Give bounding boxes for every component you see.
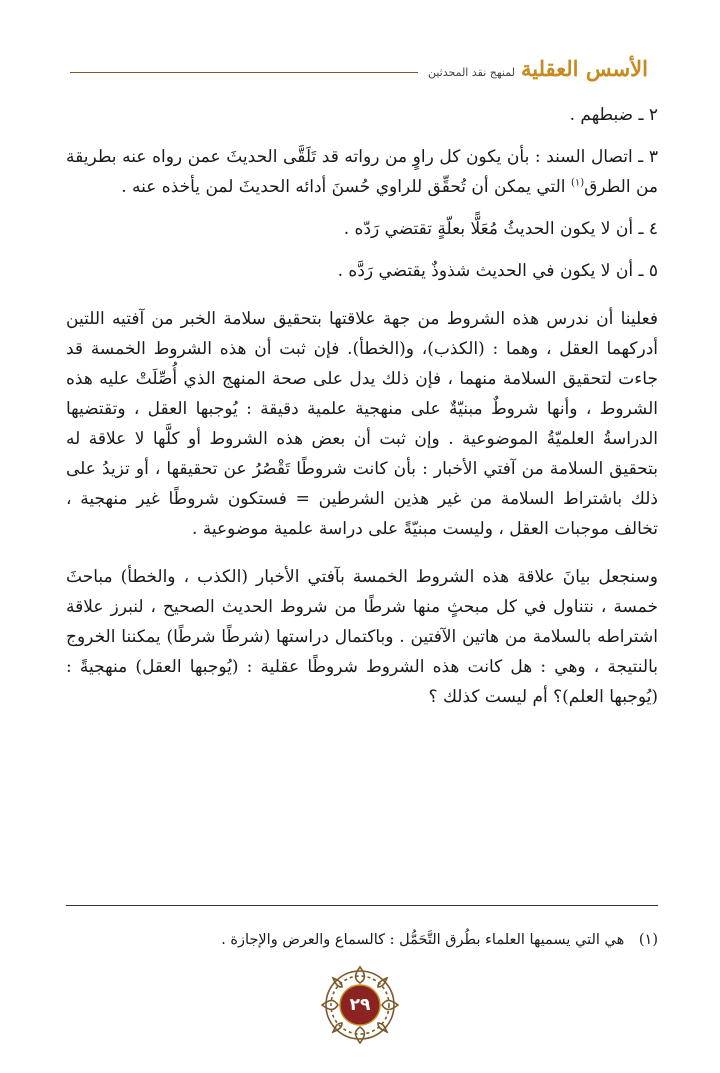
list-item-3-part1: ٣ ـ اتصال السند : بأن يكون كل راوٍ من رواته قد تَلَقَّى الحديثَ عمن رواه عنه بطريقة من الطرق [66,147,658,197]
header-title: الأسس العقلية [520,56,648,81]
footnote-reference[interactable]: (١) [570,177,585,189]
page-number: ٢٩ [349,995,371,1015]
footnote-rule [66,905,658,906]
paragraph-1: فعلينا أن ندرس هذه الشروط من جهة علاقتها بتحقيق سلامة الخبر من آفتيه اللتين أدركهما العقل ، وهما : (الكذب)، و(الخطأ). فإن ثبت أن هذه الشروط الخمسة قد جاءت لتحقيق السلامة منهما ، فإن ذلك يدل على صحة المنهج الذي أُصِّلَتْ عليه هذه الشروط ، وأنها شروطٌ مبنيّةٌ على منهجية علمية دقيقة : يُوجبها العقل ، وتقتضيها الدراسةُ العلميّةُ الموضوعية . وإن ثبت أن بعض هذه الشروط أو كلَّها لا علاقة له بتحقيق السلامة من آفتي الأخبار : بأن كانت شروطًا تَقْصُرُ عن تحقيقها ، أو تزيدُ على ذلك باشتراط السلامة من غير هذين الشرطين = فستكون شروطًا غير منهجية ، تخالف موجبات العقل ، وليست مبنيّةً على دراسة علمية موضوعية . [66,309,658,539]
list-item-3 [66,142,658,202]
main-text [66,100,658,712]
paragraph-2: وسنجعل بيانَ علاقة هذه الشروط الخمسة بآفتي الأخبار (الكذب ، والخطأ) مباحثَ خمسة ، نتناول في كل مبحثٍ منها شرطًا من شروط الحديث الصحيح ، لنبرز علاقة اشتراطه بالسلامة من هاتين الآفتين . وباكتمال دراستها (شرطًا شرطًا) يمكننا الخروج بالنتيجة ، وهي : هل كانت هذه الشروط شروطًا عقلية : (يُوجبها العقل) منهجيةً : (يُوجبها العلم)؟ أم ليست كذلك ؟ [66,567,658,707]
list-item-3-part2: التي يمكن أن تُحقِّق للراوي حُسنَ أدائه الحديثَ لمن يأخذه عنه . [121,177,566,197]
list-item-4: ٤ ـ أن لا يكون الحديثُ مُعَلًّا بعلّةٍ تقتضي رَدّه . [343,219,658,239]
list-item-2: ٢ ـ ضبطهم . [569,105,658,125]
header-title-group [418,54,650,84]
footnote-number: (١) [638,932,658,948]
list-item-5: ٥ ـ أن لا يكون في الحديث شذوذٌ يقتضي رَدَّه . [337,261,658,281]
running-header [70,50,650,86]
header-subtitle: لمنهج نقد المحدثين [427,66,515,79]
footnote [66,928,658,952]
footnote-text: هي التي يسميها العلماء بطُرق التَّحَمُّل : كالسماع والعرض والإجازة . [221,932,625,948]
